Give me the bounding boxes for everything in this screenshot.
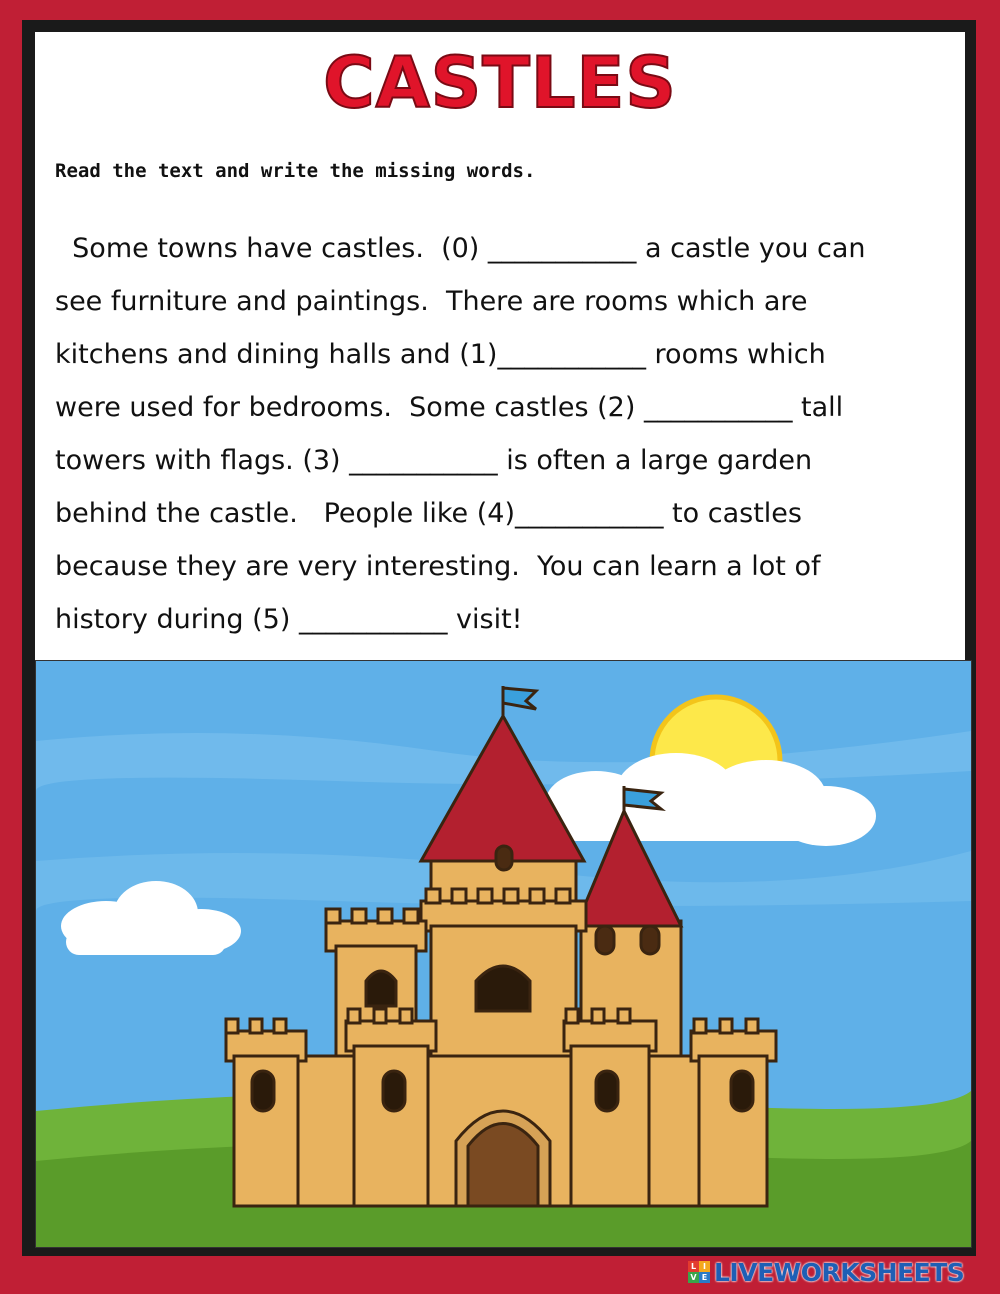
- castle-illustration: [35, 660, 972, 1248]
- worksheet-panel: [35, 32, 965, 660]
- logo-letter: I: [699, 1261, 710, 1272]
- passage: [55, 222, 945, 646]
- liveworksheets-logo[interactable]: [688, 1257, 964, 1287]
- brand-name: LIVEWORKSHEETS: [714, 1257, 965, 1287]
- passage-line: towers with flags. (3) ___________ is often a large garden: [55, 445, 813, 476]
- passage-line: see furniture and paintings. There are rooms which are: [55, 286, 808, 317]
- logo-letter: V: [688, 1272, 699, 1283]
- instruction-text: Read the text and write the missing words.: [55, 160, 536, 182]
- passage-line: behind the castle. People like (4)___________ to castles: [55, 498, 802, 529]
- passage-line: history during (5) ___________ visit!: [55, 604, 523, 635]
- passage-line: kitchens and dining halls and (1)___________ rooms which: [55, 339, 826, 370]
- logo-grid-icon: [688, 1261, 710, 1283]
- worksheet-title: CASTLES: [323, 42, 677, 124]
- passage-line: because they are very interesting. You can learn a lot of: [55, 551, 821, 582]
- passage-line: were used for bedrooms. Some castles (2) ___________ tall: [55, 392, 844, 423]
- logo-letter: E: [699, 1272, 710, 1283]
- logo-letter: L: [688, 1261, 699, 1272]
- passage-line: Some towns have castles. (0) ___________ a castle you can: [55, 233, 866, 264]
